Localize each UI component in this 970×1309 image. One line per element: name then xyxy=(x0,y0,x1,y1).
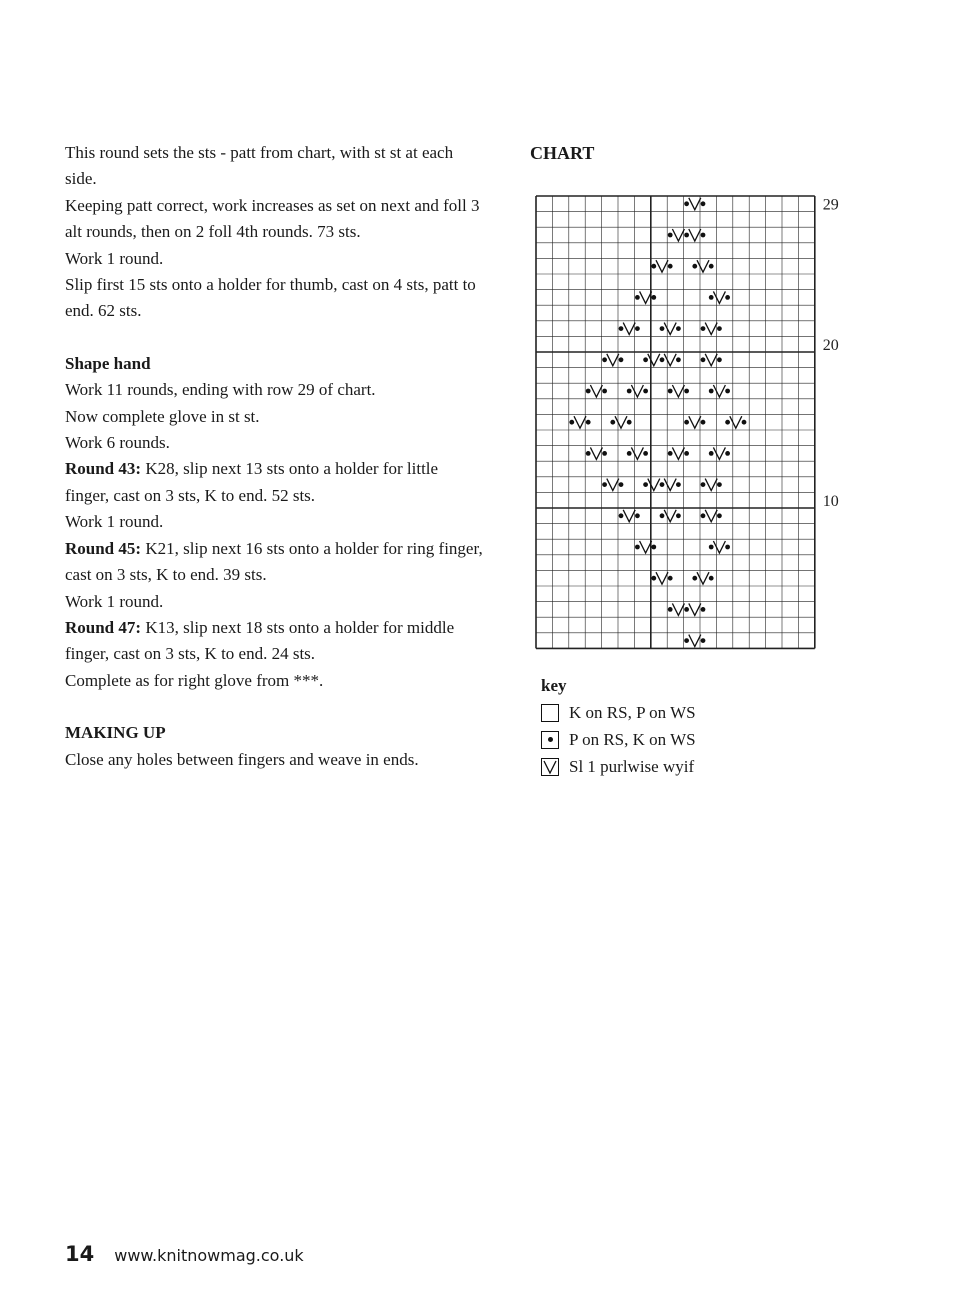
purl-dot xyxy=(651,545,656,550)
purl-dot xyxy=(602,451,607,456)
paragraph: Now complete glove in st st. xyxy=(65,406,260,426)
slip-stitch-v xyxy=(607,354,619,366)
slip-stitch-v xyxy=(656,572,668,584)
purl-dot xyxy=(643,451,648,456)
paragraph: Work 1 round. xyxy=(65,591,164,611)
slip-stitch-v xyxy=(656,260,668,272)
purl-dot xyxy=(668,451,673,456)
slip-stitch-v xyxy=(672,447,684,459)
row-label: 29 xyxy=(822,196,839,214)
slip-stitch-v xyxy=(672,229,684,241)
slip-stitch-v xyxy=(623,323,635,335)
purl-dot xyxy=(586,420,591,425)
slip-stitch-v xyxy=(664,323,676,335)
purl-dot xyxy=(635,513,640,518)
slip-stitch-v xyxy=(697,260,709,272)
purl-dot xyxy=(717,326,722,331)
row-label: 20 xyxy=(822,337,839,354)
purl-dot xyxy=(602,357,607,362)
paragraph: Work 1 round. xyxy=(65,512,164,532)
round-label: Round 43: xyxy=(65,459,142,479)
key-label: K on RS, P on WS xyxy=(569,703,696,722)
purl-dot xyxy=(569,420,574,425)
purl-dot xyxy=(725,545,730,550)
purl-dot xyxy=(709,545,714,550)
purl-dot xyxy=(660,482,665,487)
purl-dot xyxy=(725,420,730,425)
page-number: 14 xyxy=(65,1242,95,1266)
purl-dot xyxy=(701,233,706,238)
slip-stitch-v xyxy=(705,323,717,335)
pattern-instructions xyxy=(65,140,485,773)
key-title: key xyxy=(541,676,567,695)
purl-dot xyxy=(627,451,632,456)
purl-dot xyxy=(635,295,640,300)
slip-stitch-v xyxy=(705,510,717,522)
purl-dot xyxy=(586,389,591,394)
paragraph: This round sets the sts - patt from chart, with st st at each side. xyxy=(65,143,454,189)
slip-stitch-v xyxy=(689,229,701,241)
paragraph: Close any holes between fingers and weave in ends. xyxy=(65,749,419,769)
slip-stitch-v xyxy=(713,541,725,553)
purl-dot xyxy=(651,264,656,269)
purl-dot xyxy=(668,264,673,269)
empty-square-icon xyxy=(541,704,559,722)
slip-stitch-v xyxy=(713,291,725,303)
purl-dot xyxy=(725,389,730,394)
purl-dot xyxy=(635,545,640,550)
purl-dot xyxy=(709,451,714,456)
purl-dot xyxy=(643,389,648,394)
purl-dot xyxy=(684,389,689,394)
slip-stitch-v xyxy=(615,416,627,428)
slip-stitch-v xyxy=(689,635,701,647)
purl-dot xyxy=(660,357,665,362)
round-text: K21, slip next 16 sts onto a holder for ring finger, cast on 3 sts, K to end. 39 sts. xyxy=(65,538,483,585)
making-up-heading: MAKING UP xyxy=(65,723,166,743)
key-item-purl xyxy=(541,726,696,753)
purl-dot xyxy=(709,295,714,300)
slip-stitch-v xyxy=(689,198,701,210)
paragraph: Work 1 round. xyxy=(65,248,164,268)
purl-dot xyxy=(717,482,722,487)
round-text: K28, slip next 13 sts onto a holder for little finger, cast on 3 sts, K to end. 52 sts. xyxy=(65,459,439,505)
round-label: Round 47: xyxy=(65,617,142,637)
knitting-chart xyxy=(520,185,860,660)
key-label: P on RS, K on WS xyxy=(569,730,696,749)
purl-dot xyxy=(725,451,730,456)
round-text: K13, slip next 18 sts onto a holder for middle finger, cast on 3 sts, K to end. 24 sts. xyxy=(65,617,455,664)
purl-dot xyxy=(701,607,706,612)
purl-dot xyxy=(684,607,689,612)
purl-dot xyxy=(684,201,689,206)
slip-stitch-v xyxy=(631,385,643,397)
purl-dot xyxy=(635,326,640,331)
slip-stitch-v xyxy=(623,510,635,522)
purl-dot xyxy=(668,389,673,394)
slip-stitch-v xyxy=(672,385,684,397)
purl-dot xyxy=(684,233,689,238)
shape-hand-heading: Shape hand xyxy=(65,353,151,373)
slip-stitch-v xyxy=(607,479,619,491)
slip-stitch-v xyxy=(730,416,742,428)
slip-stitch-v xyxy=(590,447,602,459)
purl-dot xyxy=(627,420,632,425)
purl-dot xyxy=(602,482,607,487)
purl-dot xyxy=(610,420,615,425)
slip-stitch-v xyxy=(689,603,701,615)
purl-dot xyxy=(701,357,706,362)
paragraph: Work 6 rounds. xyxy=(65,433,170,453)
slip-stitch-v xyxy=(705,479,717,491)
purl-dot xyxy=(619,326,624,331)
website-link[interactable]: www.knitnowmag.co.uk xyxy=(114,1246,304,1265)
purl-dot xyxy=(717,513,722,518)
purl-dot xyxy=(684,420,689,425)
round-label: Round 45: xyxy=(65,538,142,558)
round-47-instruction xyxy=(65,615,485,668)
paragraph: Keeping patt correct, work increases as set on next and foll 3 alt rounds, then on 2 foll 4th rounds. 73 sts. xyxy=(65,195,480,242)
purl-dot xyxy=(643,357,648,362)
purl-dot xyxy=(692,576,697,581)
slip-stitch-v xyxy=(689,416,701,428)
slip-stitch-v xyxy=(640,291,652,303)
purl-dot xyxy=(668,607,673,612)
purl-dot xyxy=(676,326,681,331)
paragraph: Complete as for right glove from ***. xyxy=(65,670,324,690)
slip-stitch-v xyxy=(664,354,676,366)
slip-stitch-v xyxy=(648,479,660,491)
page-footer xyxy=(65,1242,304,1266)
purl-dot xyxy=(651,576,656,581)
purl-dot xyxy=(709,576,714,581)
slip-stitch-v xyxy=(672,603,684,615)
purl-dot xyxy=(701,638,706,643)
slip-stitch-v xyxy=(713,447,725,459)
purl-dot xyxy=(651,295,656,300)
purl-dot xyxy=(676,482,681,487)
purl-dot xyxy=(627,389,632,394)
purl-dot xyxy=(586,451,591,456)
purl-dot xyxy=(709,389,714,394)
slip-stitch-v xyxy=(640,541,652,553)
slip-stitch-v xyxy=(574,416,586,428)
purl-dot xyxy=(692,264,697,269)
purl-dot xyxy=(701,513,706,518)
purl-dot xyxy=(709,264,714,269)
purl-dot xyxy=(701,482,706,487)
purl-dot xyxy=(725,295,730,300)
purl-dot xyxy=(619,482,624,487)
slip-stitch-v xyxy=(590,385,602,397)
round-43-instruction xyxy=(65,456,485,509)
slip-stitch-v xyxy=(664,510,676,522)
paragraph: Work 11 rounds, ending with row 29 of chart. xyxy=(65,380,376,400)
key-item-slip xyxy=(541,753,696,780)
row-label: 10 xyxy=(822,493,839,510)
dot-square-icon xyxy=(541,731,559,749)
purl-dot xyxy=(668,576,673,581)
chart-heading: CHART xyxy=(530,143,595,163)
slip-stitch-v xyxy=(664,479,676,491)
v-square-icon xyxy=(541,758,559,776)
purl-dot xyxy=(668,233,673,238)
purl-dot xyxy=(701,201,706,206)
slip-stitch-v xyxy=(713,385,725,397)
slip-stitch-v xyxy=(697,572,709,584)
purl-dot xyxy=(701,420,706,425)
purl-dot xyxy=(660,326,665,331)
purl-dot xyxy=(602,389,607,394)
purl-dot xyxy=(701,326,706,331)
purl-dot xyxy=(676,513,681,518)
purl-dot xyxy=(619,357,624,362)
slip-stitch-v xyxy=(705,354,717,366)
purl-dot xyxy=(676,357,681,362)
round-45-instruction xyxy=(65,536,485,589)
purl-dot xyxy=(643,482,648,487)
purl-dot xyxy=(684,638,689,643)
purl-dot xyxy=(619,513,624,518)
slip-stitch-v xyxy=(648,354,660,366)
purl-dot xyxy=(717,357,722,362)
key-item-knit xyxy=(541,699,696,726)
key-label: Sl 1 purlwise wyif xyxy=(569,757,695,776)
slip-stitch-v xyxy=(631,447,643,459)
paragraph: Slip first 15 sts onto a holder for thumb, cast on 4 sts, patt to end. 62 sts. xyxy=(65,275,476,321)
purl-dot xyxy=(742,420,747,425)
purl-dot xyxy=(684,451,689,456)
chart-key xyxy=(541,672,696,780)
purl-dot xyxy=(660,513,665,518)
